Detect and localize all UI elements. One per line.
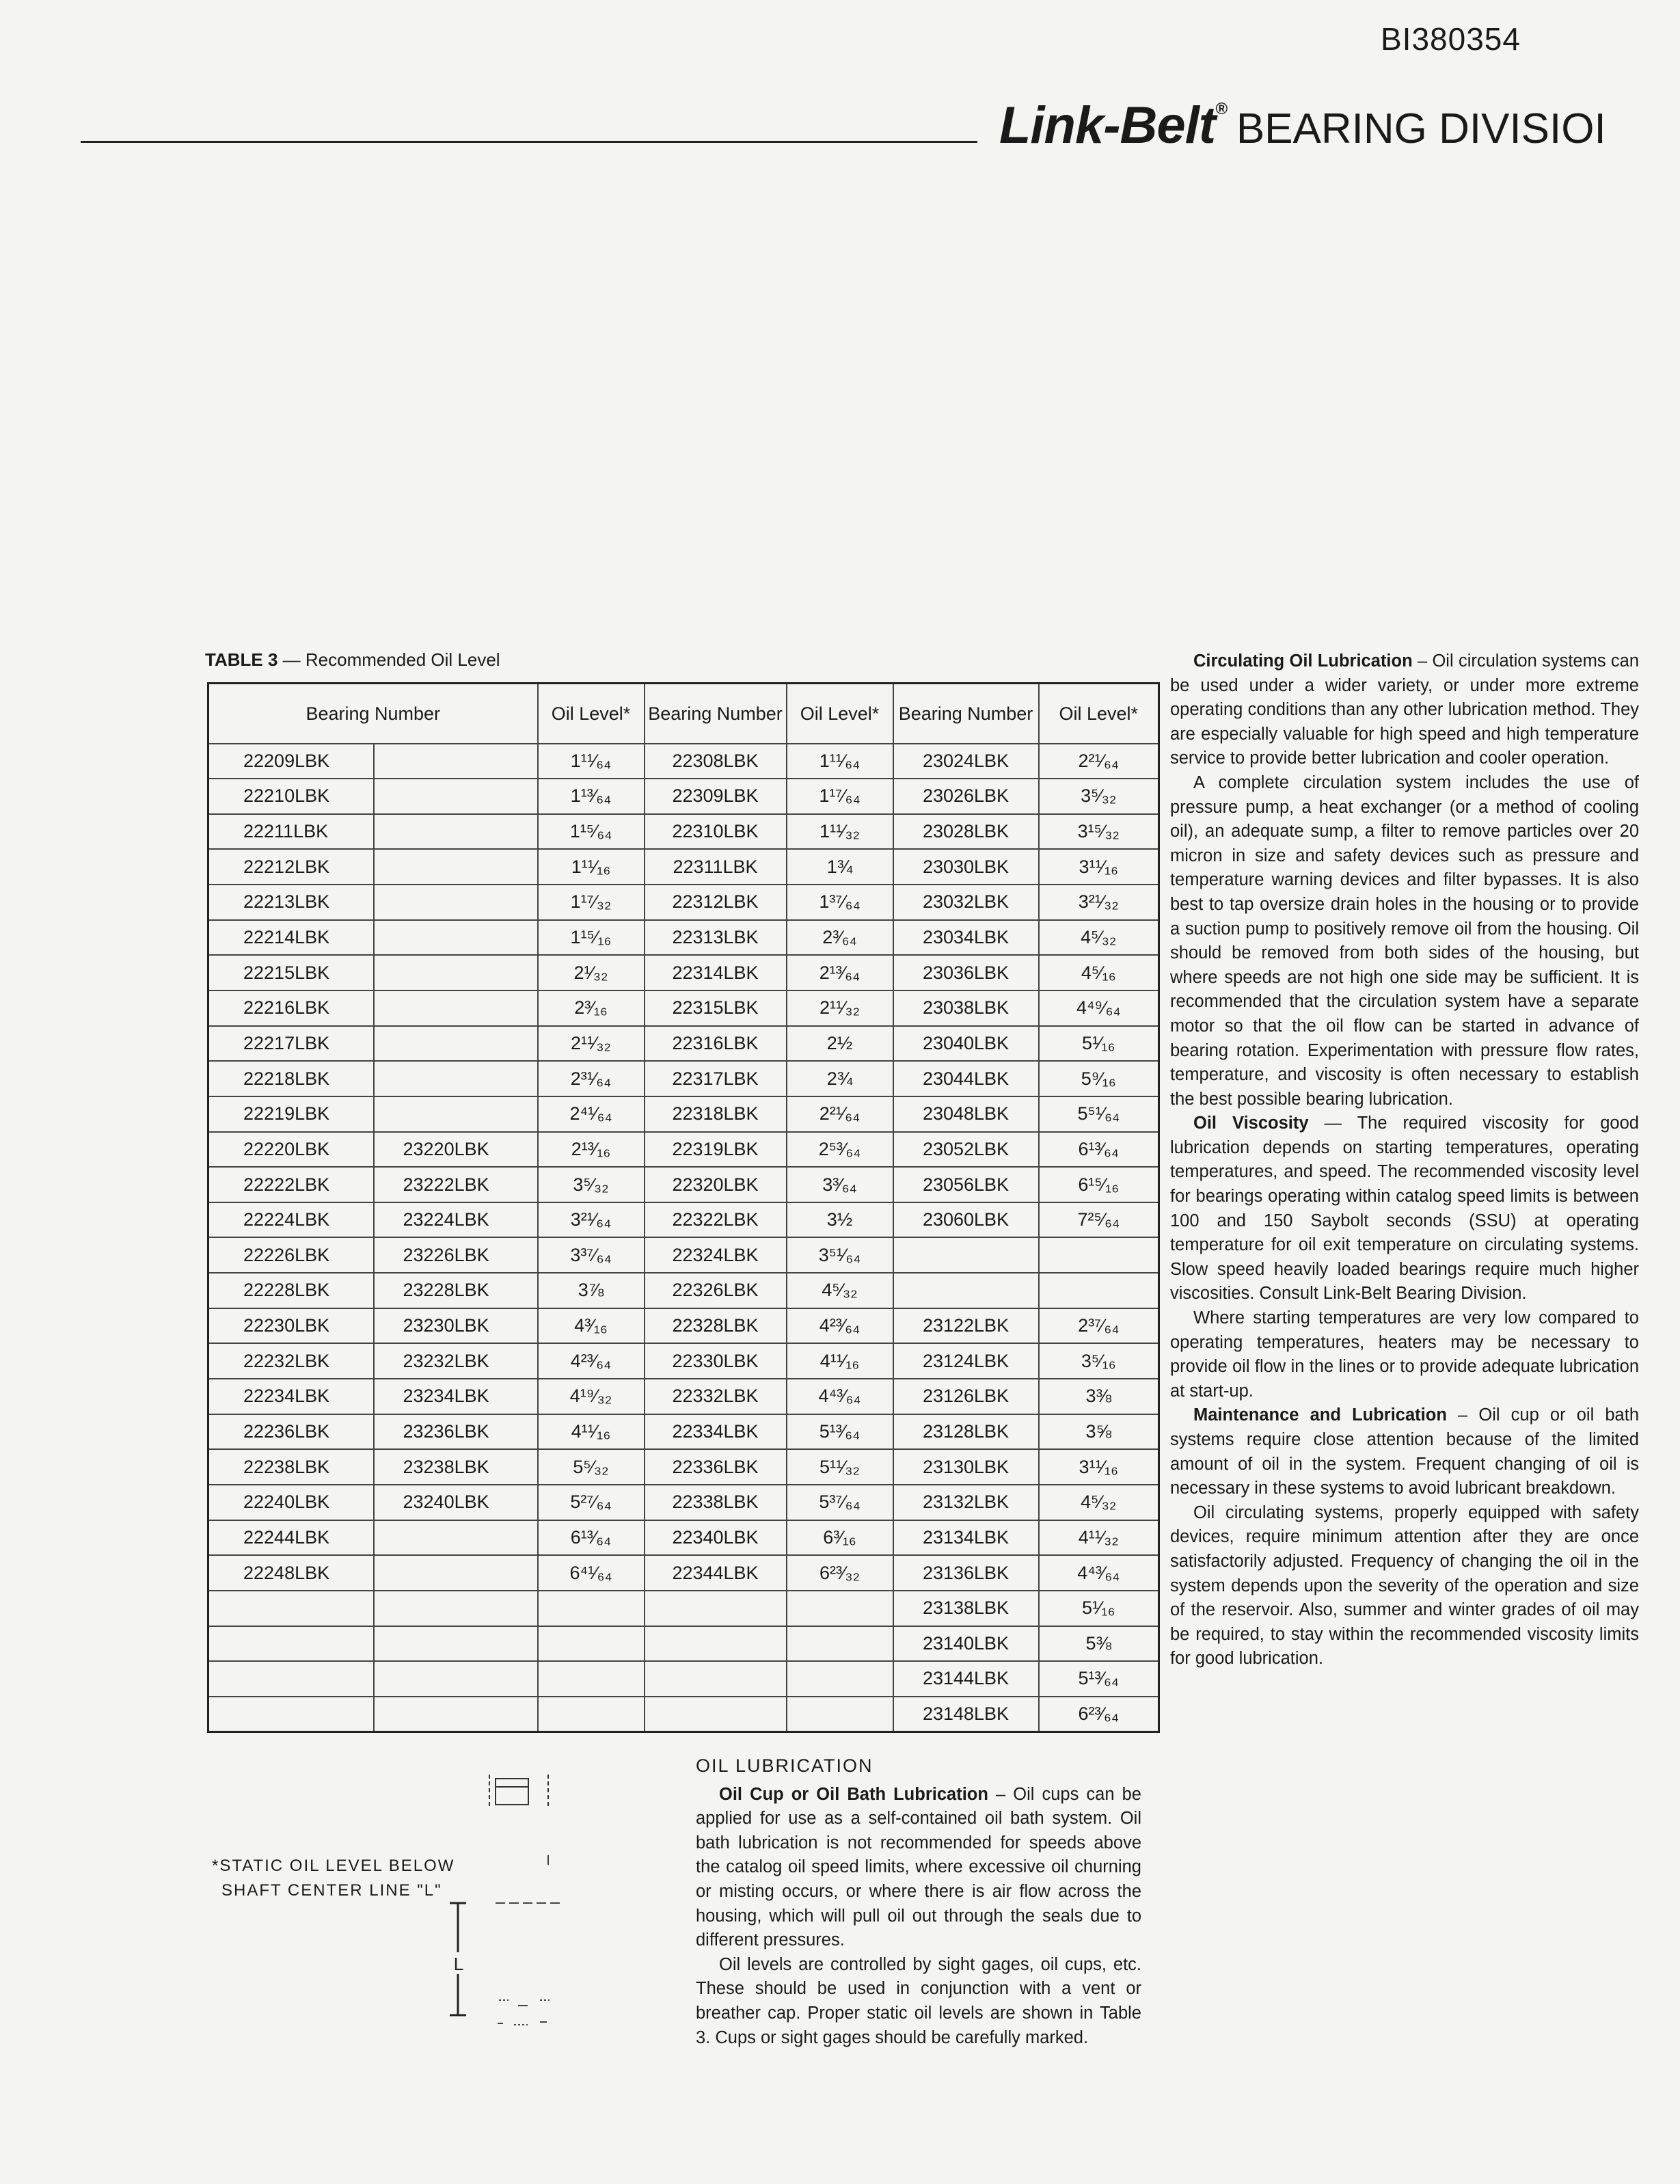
cell-bearing-number-3: 23132LBK [893, 1485, 1039, 1520]
cell-bearing-number-a [208, 1661, 374, 1697]
cell-oil-level-3: 3⁵⁄₁₆ [1039, 1343, 1159, 1379]
cell-oil-level-3: 4¹¹⁄₃₂ [1039, 1520, 1159, 1556]
table-row [208, 1202, 1159, 1238]
cell-oil-level-1: 2¹⁄₃₂ [538, 955, 645, 990]
cell-oil-level-1: 5²⁷⁄₆₄ [538, 1485, 645, 1520]
cell-bearing-number-a [208, 1591, 374, 1626]
cell-oil-level-3: 4⁴⁹⁄₆₄ [1039, 990, 1159, 1026]
header-rule [81, 141, 977, 143]
oil-level-table [207, 682, 1160, 1733]
cell-bearing-number-3: 23044LBK [893, 1061, 1039, 1096]
cell-oil-level-2: 1¾ [787, 849, 893, 885]
cell-bearing-number-2: 22311LBK [645, 849, 787, 885]
cell-bearing-number-a [208, 1626, 374, 1662]
cell-oil-level-3: 5¹⁄₁₆ [1039, 1026, 1159, 1062]
cell-bearing-number-2: 22344LBK [645, 1555, 787, 1591]
cell-bearing-number-3: 23136LBK [893, 1555, 1039, 1591]
cell-bearing-number-b: 23220LBK [374, 1132, 538, 1168]
cell-oil-level-3: 4⁵⁄₁₆ [1039, 955, 1159, 990]
table-row [208, 1061, 1159, 1096]
cell-bearing-number-a: 22232LBK [208, 1343, 374, 1379]
cell-bearing-number-3: 23026LBK [893, 779, 1039, 814]
cell-oil-level-1: 3²¹⁄₆₄ [538, 1202, 645, 1238]
header-oil-level-2: Oil Level* [787, 684, 893, 744]
cell-oil-level-3: 5⁹⁄₁₆ [1039, 1061, 1159, 1096]
cell-oil-level-2: 1¹¹⁄₆₄ [787, 744, 893, 779]
table-row [208, 1096, 1159, 1132]
cell-bearing-number-2: 22326LBK [645, 1273, 787, 1308]
cell-bearing-number-2: 22316LBK [645, 1026, 787, 1062]
cell-bearing-number-2 [645, 1661, 787, 1697]
doc-id: BI380354 [1381, 21, 1521, 57]
cell-bearing-number-b [374, 1555, 538, 1591]
cell-oil-level-2: 2⁵³⁄₆₄ [787, 1132, 893, 1168]
cell-oil-level-3: 5⁵¹⁄₆₄ [1039, 1096, 1159, 1132]
cell-oil-level-3: 7²⁵⁄₆₄ [1039, 1202, 1159, 1238]
cell-oil-level-1 [538, 1626, 645, 1662]
cell-bearing-number-3: 23024LBK [893, 744, 1039, 779]
cell-bearing-number-b [374, 955, 538, 990]
cell-bearing-number-3: 23128LBK [893, 1414, 1039, 1450]
cell-bearing-number-2: 22324LBK [645, 1237, 787, 1273]
cell-oil-level-2: 4¹¹⁄₁₆ [787, 1343, 893, 1379]
table-row [208, 814, 1159, 850]
cell-oil-level-2: 1¹⁷⁄₆₄ [787, 779, 893, 814]
table-row [208, 1379, 1159, 1414]
cell-bearing-number-b [374, 1591, 538, 1626]
cell-oil-level-1: 1¹⁷⁄₃₂ [538, 885, 645, 920]
cell-oil-level-3: 3⅜ [1039, 1379, 1159, 1414]
cell-bearing-number-2: 22336LBK [645, 1449, 787, 1485]
oil-viscosity-lead: Oil Viscosity [1193, 1114, 1309, 1133]
cell-bearing-number-3: 23126LBK [893, 1379, 1039, 1414]
cell-oil-level-3: 3⁵⁄₃₂ [1039, 779, 1159, 814]
brand-logo [999, 96, 1227, 154]
cell-bearing-number-b [374, 920, 538, 956]
cell-bearing-number-b: 23224LBK [374, 1202, 538, 1238]
cell-oil-level-2: 6³⁄₁₆ [787, 1520, 893, 1556]
dimension-label: L [453, 1954, 464, 1974]
cell-bearing-number-2: 22312LBK [645, 885, 787, 920]
cell-oil-level-2 [787, 1591, 893, 1626]
cell-bearing-number-a: 22219LBK [208, 1096, 374, 1132]
oil-viscosity-paragraph [1170, 1111, 1639, 1306]
sight-gage-icon [498, 2000, 550, 2025]
table-row [208, 1343, 1159, 1379]
cell-bearing-number-b [374, 814, 538, 850]
table-row [208, 1591, 1159, 1626]
cell-oil-level-3: 3¹⁵⁄₃₂ [1039, 814, 1159, 850]
cell-bearing-number-b: 23228LBK [374, 1273, 538, 1308]
cell-bearing-number-a: 22216LBK [208, 990, 374, 1026]
cell-oil-level-3: 4⁴³⁄₆₄ [1039, 1555, 1159, 1591]
cell-oil-level-3 [1039, 1237, 1159, 1273]
cell-bearing-number-a: 22210LBK [208, 779, 374, 814]
cell-oil-level-2: 5¹¹⁄₃₂ [787, 1449, 893, 1485]
cell-bearing-number-b [374, 1026, 538, 1062]
cell-bearing-number-3: 23056LBK [893, 1167, 1039, 1202]
cell-oil-level-3: 2³⁷⁄₆₄ [1039, 1308, 1159, 1344]
cell-oil-level-1: 2³¹⁄₆₄ [538, 1061, 645, 1096]
cell-oil-level-1: 1¹¹⁄₆₄ [538, 744, 645, 779]
cell-oil-level-1: 4³⁄₁₆ [538, 1308, 645, 1344]
cell-oil-level-1: 4¹¹⁄₁₆ [538, 1414, 645, 1450]
oil-viscosity-text: — The required viscosity for good lubrication depends on starting temperatures, operating temperatures, and speed. The recommended viscosity level for bearings operating within catalog speed limits is between 100 and 150 Saybolt seconds (SSU) at operating temperature for oil exit temperature on circulating systems. Slow speed heavily loaded bearings require much higher viscosities. Consult Link-Belt Bearing Division. [1170, 1114, 1639, 1304]
cell-bearing-number-2: 22308LBK [645, 744, 787, 779]
cell-oil-level-3: 6²³⁄₆₄ [1039, 1697, 1159, 1732]
registered-mark: ® [1215, 100, 1227, 118]
oil-circulating-systems-paragraph: Oil circulating systems, properly equipped with safety devices, require minimum attention after they are once satisfactorily adjusted. Frequency of changing the oil in the system depends upon the severity of the operation and size of the reservoir. Also, summer and winter grades of oil may be required, to stay within the recommended viscosity limits for good lubrication. [1170, 1502, 1639, 1669]
cell-oil-level-3: 3¹¹⁄₁₆ [1039, 849, 1159, 885]
figure-caption-line-1: *STATIC OIL LEVEL BELOW [212, 1857, 455, 1875]
cell-bearing-number-2: 22313LBK [645, 920, 787, 956]
table-row [208, 1555, 1159, 1591]
oil-cup-lead: Oil Cup or Oil Bath Lubrication [719, 1784, 988, 1804]
cell-bearing-number-a: 22230LBK [208, 1308, 374, 1344]
header-bearing-number-3: Bearing Number [893, 684, 1039, 744]
cell-bearing-number-3: 23134LBK [893, 1520, 1039, 1556]
cell-bearing-number-a: 22222LBK [208, 1167, 374, 1202]
cell-bearing-number-3 [893, 1273, 1039, 1308]
cell-bearing-number-2: 22330LBK [645, 1343, 787, 1379]
cell-bearing-number-2: 22334LBK [645, 1414, 787, 1450]
cell-bearing-number-2: 22328LBK [645, 1308, 787, 1344]
cell-oil-level-2: 4⁵⁄₃₂ [787, 1273, 893, 1308]
cell-bearing-number-a: 22218LBK [208, 1061, 374, 1096]
cell-oil-level-1: 3⅞ [538, 1273, 645, 1308]
cell-bearing-number-b [374, 779, 538, 814]
cell-oil-level-1: 5⁵⁄₃₂ [538, 1449, 645, 1485]
cell-bearing-number-3: 23040LBK [893, 1026, 1039, 1062]
cell-oil-level-2: 2²¹⁄₆₄ [787, 1096, 893, 1132]
table-row [208, 1132, 1159, 1168]
cell-bearing-number-b [374, 885, 538, 920]
cell-bearing-number-2: 22317LBK [645, 1061, 787, 1096]
cell-bearing-number-b [374, 849, 538, 885]
cell-bearing-number-a: 22220LBK [208, 1132, 374, 1168]
table-row [208, 1414, 1159, 1450]
cell-oil-level-2: 2¾ [787, 1061, 893, 1096]
cell-oil-level-3: 2²¹⁄₆₄ [1039, 744, 1159, 779]
cell-bearing-number-a: 22234LBK [208, 1379, 374, 1414]
oil-level-diagram [437, 1769, 595, 2043]
starting-temperatures-paragraph: Where starting temperatures are very low compared to operating temperatures, heaters may be necessary to provide oil flow in the lines or to provide adequate lubrication at start-up. [1170, 1308, 1639, 1401]
table-row [208, 990, 1159, 1026]
cell-bearing-number-b [374, 1096, 538, 1132]
brand-header [999, 96, 1606, 155]
cell-oil-level-1: 2³⁄₁₆ [538, 990, 645, 1026]
cell-oil-level-2: 4⁴³⁄₆₄ [787, 1379, 893, 1414]
cell-bearing-number-3: 23038LBK [893, 990, 1039, 1026]
cell-bearing-number-a [208, 1697, 374, 1732]
cell-bearing-number-b: 23230LBK [374, 1308, 538, 1344]
header-oil-level-3: Oil Level* [1039, 684, 1159, 744]
circulating-oil-text: – Oil circulation systems can be used under a wider variety, or under more extreme operating conditions than any other lubrication method. They are especially valuable for high speed and high temperature service to provide better lubrication and cooler operation. [1170, 651, 1639, 768]
table-row [208, 849, 1159, 885]
table-caption-label: TABLE 3 [205, 649, 278, 670]
cell-oil-level-3: 3¹¹⁄₁₆ [1039, 1449, 1159, 1485]
table-row [208, 1661, 1159, 1697]
cell-oil-level-2 [787, 1626, 893, 1662]
circulating-oil-lead: Circulating Oil Lubrication [1193, 651, 1413, 671]
table-row [208, 1237, 1159, 1273]
cell-bearing-number-b [374, 744, 538, 779]
oil-lubrication-heading: OIL LUBRICATION [696, 1755, 873, 1776]
cell-bearing-number-3: 23144LBK [893, 1661, 1039, 1697]
cell-bearing-number-a: 22209LBK [208, 744, 374, 779]
cell-oil-level-2: 2½ [787, 1026, 893, 1062]
cell-oil-level-2: 3⁵¹⁄₆₄ [787, 1237, 893, 1273]
cell-bearing-number-a: 22226LBK [208, 1237, 374, 1273]
cell-bearing-number-3: 23122LBK [893, 1308, 1039, 1344]
cell-bearing-number-a: 22211LBK [208, 814, 374, 850]
table-row [208, 955, 1159, 990]
cell-oil-level-3: 4⁵⁄₃₂ [1039, 920, 1159, 956]
cell-bearing-number-a: 22213LBK [208, 885, 374, 920]
cell-bearing-number-a: 22244LBK [208, 1520, 374, 1556]
cell-oil-level-2: 5¹³⁄₆₄ [787, 1414, 893, 1450]
cell-bearing-number-3: 23138LBK [893, 1591, 1039, 1626]
cell-oil-level-1 [538, 1661, 645, 1697]
cell-bearing-number-2: 22332LBK [645, 1379, 787, 1414]
cell-bearing-number-a: 22238LBK [208, 1449, 374, 1485]
cell-oil-level-2 [787, 1661, 893, 1697]
cell-bearing-number-a: 22248LBK [208, 1555, 374, 1591]
cell-oil-level-1 [538, 1591, 645, 1626]
table-row [208, 1626, 1159, 1662]
figure-caption-line-2: SHAFT CENTER LINE "L" [221, 1881, 442, 1900]
cell-bearing-number-b [374, 990, 538, 1026]
table-row [208, 744, 1159, 779]
cell-bearing-number-a: 22240LBK [208, 1485, 374, 1520]
cell-bearing-number-a: 22228LBK [208, 1273, 374, 1308]
cell-oil-level-2: 5³⁷⁄₆₄ [787, 1485, 893, 1520]
cell-oil-level-1 [538, 1697, 645, 1732]
oil-lubrication-section [696, 1754, 1141, 2050]
cell-oil-level-3 [1039, 1273, 1159, 1308]
cell-bearing-number-b: 23236LBK [374, 1414, 538, 1450]
table-row [208, 885, 1159, 920]
cell-bearing-number-2: 22310LBK [645, 814, 787, 850]
cell-bearing-number-b [374, 1697, 538, 1732]
cell-oil-level-1: 4²³⁄₆₄ [538, 1343, 645, 1379]
cell-bearing-number-b [374, 1061, 538, 1096]
table-row [208, 1520, 1159, 1556]
cell-oil-level-2: 6²³⁄₃₂ [787, 1555, 893, 1591]
cell-bearing-number-2 [645, 1697, 787, 1732]
cell-bearing-number-a: 22214LBK [208, 920, 374, 956]
cell-bearing-number-b [374, 1661, 538, 1697]
cell-oil-level-2: 3³⁄₆₄ [787, 1167, 893, 1202]
cell-bearing-number-3: 23124LBK [893, 1343, 1039, 1379]
cell-bearing-number-b [374, 1626, 538, 1662]
cell-bearing-number-3 [893, 1237, 1039, 1273]
cell-bearing-number-a: 22215LBK [208, 955, 374, 990]
division-name: BEARING DIVISIOI [1236, 105, 1606, 152]
oil-cup-text: – Oil cups can be applied for use as a self-contained oil bath system. Oil bath lubrication is not recommended for speeds above the catalog oil speed limits, where excessive oil churning or misting occurs, or where there is air flow across the housing, which will pull oil out through the seals due to different pressures. [696, 1784, 1141, 1950]
cell-bearing-number-3: 23052LBK [893, 1132, 1039, 1168]
cell-bearing-number-2: 22319LBK [645, 1132, 787, 1168]
circulation-system-paragraph: A complete circulation system includes the use of pressure pump, a heat exchanger (or a method of cooling oil), an adequate sump, a filter to remove particles over 20 micron in size and safety devices such as pressure and temperature warning devices and filter bypasses. It is also best to tap oversize drain holes in the housing or to provide a suction pump to positively remove oil from the housing. Oil should be removed from both sides of the housing, but where speeds are not high one side may be sufficient. It is recommended that the circulation system have a separate motor so that the oil flow can be started in advance of bearing rotation. Experimentation with pressure flow rates, temperature, and viscosity is often necessary to establish the best possible bearing lubrication. [1170, 772, 1639, 1109]
table-row [208, 1449, 1159, 1485]
figure-caption [212, 1854, 455, 1903]
maintenance-paragraph [1170, 1403, 1639, 1500]
table-caption-text: — Recommended Oil Level [277, 649, 500, 670]
cell-bearing-number-3: 23028LBK [893, 814, 1039, 850]
cell-bearing-number-2: 22318LBK [645, 1096, 787, 1132]
header-bearing-number-1: Bearing Number [208, 684, 538, 744]
table-row [208, 1485, 1159, 1520]
cell-bearing-number-3: 23148LBK [893, 1697, 1039, 1732]
cell-bearing-number-2: 22314LBK [645, 955, 787, 990]
cell-oil-level-3: 5⅜ [1039, 1626, 1159, 1662]
cell-oil-level-1: 3⁵⁄₃₂ [538, 1167, 645, 1202]
cell-oil-level-1: 3³⁷⁄₆₄ [538, 1237, 645, 1273]
cell-bearing-number-a: 22212LBK [208, 849, 374, 885]
cell-oil-level-1: 1¹⁵⁄₁₆ [538, 920, 645, 956]
cell-bearing-number-2: 22340LBK [645, 1520, 787, 1556]
cell-bearing-number-3: 23048LBK [893, 1096, 1039, 1132]
cell-oil-level-2: 2¹³⁄₆₄ [787, 955, 893, 990]
cell-bearing-number-b: 23238LBK [374, 1449, 538, 1485]
cell-bearing-number-3: 23060LBK [893, 1202, 1039, 1238]
table-header-row [208, 684, 1159, 744]
cell-oil-level-3: 4⁵⁄₃₂ [1039, 1485, 1159, 1520]
cell-bearing-number-2 [645, 1626, 787, 1662]
maintenance-lead: Maintenance and Lubrication [1193, 1405, 1447, 1425]
cell-bearing-number-b [374, 1520, 538, 1556]
cell-bearing-number-a: 22224LBK [208, 1202, 374, 1238]
cell-oil-level-3: 5¹³⁄₆₄ [1039, 1661, 1159, 1697]
cell-bearing-number-2: 22338LBK [645, 1485, 787, 1520]
table-row [208, 1026, 1159, 1062]
cell-oil-level-2: 3½ [787, 1202, 893, 1238]
cell-bearing-number-a: 22236LBK [208, 1414, 374, 1450]
cell-bearing-number-2: 22322LBK [645, 1202, 787, 1238]
cell-oil-level-2: 1¹¹⁄₃₂ [787, 814, 893, 850]
brand-name: Link-Belt [999, 96, 1216, 154]
cell-bearing-number-b: 23240LBK [374, 1485, 538, 1520]
table-row [208, 779, 1159, 814]
cell-oil-level-3: 5¹⁄₁₆ [1039, 1591, 1159, 1626]
cell-bearing-number-b: 23234LBK [374, 1379, 538, 1414]
cell-oil-level-2: 2³⁄₆₄ [787, 920, 893, 956]
cell-oil-level-1: 1¹³⁄₆₄ [538, 779, 645, 814]
cell-bearing-number-2 [645, 1591, 787, 1626]
table-row [208, 1167, 1159, 1202]
cell-oil-level-1: 6¹³⁄₆₄ [538, 1520, 645, 1556]
cell-bearing-number-2: 22315LBK [645, 990, 787, 1026]
header-oil-level-1: Oil Level* [538, 684, 645, 744]
cell-oil-level-3: 3²¹⁄₃₂ [1039, 885, 1159, 920]
cell-bearing-number-3: 23032LBK [893, 885, 1039, 920]
oil-levels-paragraph: Oil levels are controlled by sight gages, oil cups, etc. These should be used in conjunction with a vent or breather cap. Proper static oil levels are shown in Table 3. Cups or sight gages should be carefully marked. [696, 1954, 1141, 2047]
table-caption [205, 649, 500, 671]
cell-oil-level-1: 2¹¹⁄₃₂ [538, 1026, 645, 1062]
cell-oil-level-1: 1¹¹⁄₁₆ [538, 849, 645, 885]
table-row [208, 1308, 1159, 1344]
cell-bearing-number-3: 23030LBK [893, 849, 1039, 885]
table-row [208, 1697, 1159, 1732]
cell-oil-level-1: 6⁴¹⁄₆₄ [538, 1555, 645, 1591]
cell-oil-level-3: 6¹³⁄₆₄ [1039, 1132, 1159, 1168]
maintenance-text: – Oil cup or oil bath systems require close attention because of the limited amount of oil in the system. Frequent changing of oil is necessary in these systems to avoid lubricant breakdown. [1170, 1405, 1639, 1498]
oil-cup-icon [489, 1775, 548, 1809]
cell-bearing-number-b: 23232LBK [374, 1343, 538, 1379]
cell-bearing-number-3: 23034LBK [893, 920, 1039, 956]
table-row [208, 1273, 1159, 1308]
cell-oil-level-1: 2¹³⁄₁₆ [538, 1132, 645, 1168]
cell-bearing-number-3: 23140LBK [893, 1626, 1039, 1662]
header-bearing-number-2: Bearing Number [645, 684, 787, 744]
cell-bearing-number-2: 22309LBK [645, 779, 787, 814]
oil-cup-paragraph [696, 1783, 1141, 1953]
circulating-oil-paragraph [1170, 649, 1639, 771]
cell-bearing-number-a: 22217LBK [208, 1026, 374, 1062]
cell-oil-level-1: 4¹⁹⁄₃₂ [538, 1379, 645, 1414]
cell-bearing-number-3: 23036LBK [893, 955, 1039, 990]
cell-oil-level-3: 3⅝ [1039, 1414, 1159, 1450]
cell-oil-level-1: 2⁴¹⁄₆₄ [538, 1096, 645, 1132]
cell-bearing-number-b: 23222LBK [374, 1167, 538, 1202]
cell-bearing-number-3: 23130LBK [893, 1449, 1039, 1485]
cell-oil-level-1: 1¹⁵⁄₆₄ [538, 814, 645, 850]
cell-oil-level-2: 1³⁷⁄₆₄ [787, 885, 893, 920]
right-text-column [1170, 649, 1639, 1671]
cell-oil-level-3: 6¹⁵⁄₁₆ [1039, 1167, 1159, 1202]
table-row [208, 920, 1159, 956]
cell-oil-level-2 [787, 1697, 893, 1732]
table-body [208, 744, 1159, 1732]
cell-oil-level-2: 4²³⁄₆₄ [787, 1308, 893, 1344]
cell-bearing-number-b: 23226LBK [374, 1237, 538, 1273]
cell-oil-level-2: 2¹¹⁄₃₂ [787, 990, 893, 1026]
cell-bearing-number-2: 22320LBK [645, 1167, 787, 1202]
